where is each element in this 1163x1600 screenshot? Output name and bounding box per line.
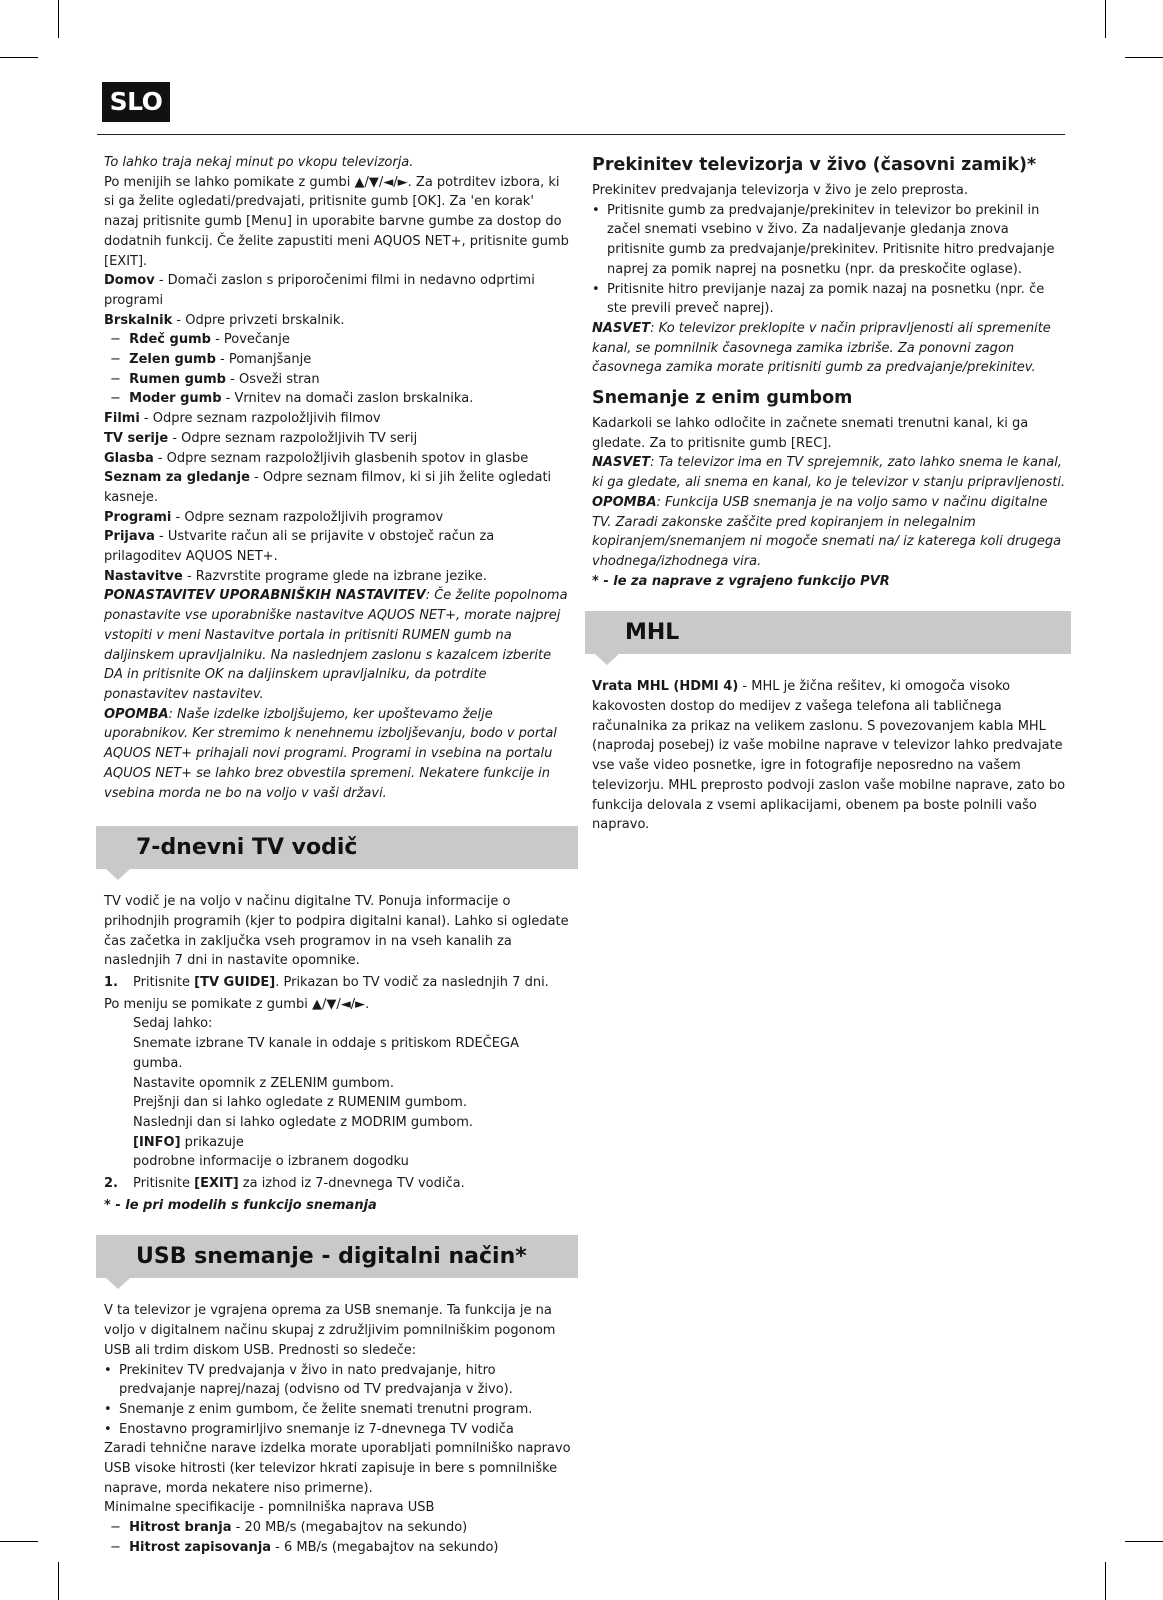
item-term: Moder gumb <box>129 391 222 407</box>
crop-mark <box>1125 1541 1163 1542</box>
bullet-text: Enostavno programirljivo snemanje iz 7-dnevnega TV vodiča <box>119 1421 514 1437</box>
guide-nav: Po meniju se pomikate z gumbi ▲/▼/◄/►. <box>104 996 370 1012</box>
section-header-usb-recording <box>96 1235 578 1278</box>
spec-term: Hitrost branja <box>129 1520 232 1536</box>
menu-item-description <box>104 449 572 469</box>
item-text: - Odpre seznam razpoložljivih glasbenih spotov in glasbe <box>153 450 529 466</box>
bullet-text: Prekinitev TV predvajanja v živo in nato predvajanje, hitro predvajanje naprej/nazaj (odvisno od TV predvajanja v živo). <box>119 1362 513 1398</box>
item-term: Domov <box>104 273 155 289</box>
usb-benefits-list <box>104 1361 572 1440</box>
onetouch-note <box>592 493 1068 572</box>
tip-text: : Ko televizor preklopite v način pripravljenosti ali spremenite kanal, se pomnilnik časovnega zamika izbriše. Za ponovni zagon časovnega zamika morate pritisniti gumb za predvajanje/prekinitev. <box>592 320 1051 376</box>
step-text: za izhod iz 7-dnevnega TV vodiča. <box>238 1176 465 1192</box>
guide-step-1 <box>104 973 572 993</box>
item-term: Seznam za gledanje <box>104 470 250 486</box>
item-text: - Razvrstite programe glede na izbrane jezike. <box>182 568 487 584</box>
mhl-lead: Vrata MHL (HDMI 4) <box>592 679 739 695</box>
tip-label: NASVET <box>592 455 651 471</box>
step-number: 2. <box>104 1176 118 1192</box>
menu-item-description <box>104 271 572 310</box>
bullet-text: Snemanje z enim gumbom, če želite snemati trenutni program. <box>119 1401 533 1417</box>
tip-label: NASVET <box>592 320 651 336</box>
item-text: - Domači zaslon s priporočenimi filmi in nedavno odprtimi programi <box>104 273 535 308</box>
bullet-text: Pritisnite gumb za predvajanje/prekinitev in televizor bo prekinil in začel snemati vsebino v živo. Za nadaljevanje gledanja znova pritisnite gumb za predvajanje/prekinitev. Pritisnite hitro predvajanje naprej za pomik naprej na posnetku (npr. da preskočite oglase). <box>607 202 1055 277</box>
onetouch-intro: Kadarkoli se lahko odločite in začnete snemati trenutni kanal, ki ga gledate. Za to pritisnite gumb [REC]. <box>592 416 1029 451</box>
bullet-marker: • <box>592 202 600 218</box>
usb-spec-list <box>104 1518 572 1557</box>
right-column <box>592 153 1068 835</box>
menu-item-description <box>104 586 572 704</box>
bullet-item <box>104 1361 572 1400</box>
info-text: prikazuje <box>180 1134 244 1150</box>
aquos-net-intro <box>104 153 572 803</box>
item-term: Brskalnik <box>104 312 173 328</box>
bullet-item <box>592 280 1068 319</box>
item-text: - Odpre seznam razpoložljivih TV serij <box>168 430 418 446</box>
crop-mark <box>0 1541 38 1542</box>
guide-option: Snemate izbrane TV kanale in oddaje s pritiskom RDEČEGA gumba. <box>133 1036 519 1071</box>
section-title: 7-dnevni TV vodič <box>136 835 358 861</box>
item-text: - Povečanje <box>210 332 290 348</box>
spec-item <box>104 1518 572 1538</box>
menu-item-description <box>104 527 572 566</box>
browser-key-item <box>104 350 572 370</box>
crop-mark <box>1105 0 1106 38</box>
menu-item-description <box>104 311 572 331</box>
browser-key-item <box>104 330 572 350</box>
guide-option: Prejšnji dan si lahko ogledate z RUMENIM gumbom. <box>133 1095 467 1111</box>
item-text: : Če želite popolnoma ponastavite vse uporabniške nastavitve AQUOS NET+, morate najprej vstopiti v meni Nastavitve portala in pritisniti RUMEN gumb na daljinskem upravljalniku. Na naslednjem zaslonu s kazalcem izberite DA in pritisnite OK na daljinskem upravljalniku, da potrdite ponastavitev nastavitev. <box>104 588 568 702</box>
item-text: - Odpre privzeti brskalnik. <box>172 312 345 328</box>
section-header-tv-guide <box>96 826 578 869</box>
item-text: - Odpre seznam filmov, ki si jih želite ogledati kasneje. <box>104 470 552 505</box>
item-text: - Odpre seznam razpoložljivih filmov <box>139 411 381 427</box>
guide-option: Nastavite opomnik z ZELENIM gumbom. <box>133 1075 394 1091</box>
item-text: - Vrnitev na domači zaslon brskalnika. <box>221 391 474 407</box>
section-title: MHL <box>625 620 680 646</box>
left-column <box>104 153 572 1558</box>
spec-text: - 6 MB/s (megabajtov na sekundo) <box>271 1539 499 1555</box>
crop-mark <box>0 57 38 58</box>
menu-item-description <box>104 429 572 449</box>
browser-key-item <box>104 370 572 390</box>
section-header-mhl <box>585 611 1071 654</box>
bullet-marker: • <box>104 1421 112 1437</box>
onetouch-footnote: * - le za naprave z vgrajeno funkcijo PVR <box>592 573 890 589</box>
step-number: 1. <box>104 975 118 991</box>
item-term: Rdeč gumb <box>129 332 211 348</box>
bullet-marker: • <box>104 1401 112 1417</box>
guide-option: Sedaj lahko: <box>133 1016 213 1032</box>
item-text: - Odpre seznam razpoložljivih programov <box>171 509 444 525</box>
guide-info <box>104 1133 572 1153</box>
guide-options <box>104 1014 572 1132</box>
bullet-text: Pritisnite hitro previjanje nazaj za pomik nazaj na posnetku (npr. če ste previli preveč naprej). <box>607 281 1045 317</box>
crop-mark <box>1105 1562 1106 1600</box>
menu-item-description <box>104 468 572 507</box>
note-label: OPOMBA <box>592 494 657 510</box>
crop-mark <box>58 0 59 38</box>
item-term: Prijava <box>104 529 155 545</box>
step-text: Pritisnite <box>133 1176 195 1192</box>
item-term: TV serije <box>104 430 169 446</box>
menu-item-description <box>104 567 572 587</box>
bullet-item <box>104 1400 572 1420</box>
timeshift-intro: Prekinitev predvajanja televizorja v živo je zelo preprosta. <box>592 183 969 198</box>
mhl-body: - MHL je žična rešitev, ki omogoča visoko kakovosten dostop do medijev z vašega telefona ali tabličnega računalnika za prikaz na velikem zaslonu. S povezovanjem kabla MHL (naprodaj posebej) iz vaše mobilne naprave v televizor lahko predvajate vse vaše video posnetke, igre in fotografije neposredno na vašem televizorju. MHL preprosto podvoji zaslon vaše mobilne naprave, zato bo funkcija delovala z vsemi aplikacijami, obenem pa boste polnili vašo napravo. <box>592 679 1066 833</box>
usb-spec-title: Minimalne specifikacije - pomnilniška naprava USB <box>104 1500 435 1516</box>
usb-intro: V ta televizor je vgrajena oprema za USB snemanje. Ta funkcija je na voljo v digitalnem načinu skupaj z združljivim pomnilniškim pogonom USB ali trdim diskom USB. Prednosti so sledeče: <box>104 1303 556 1358</box>
guide-option: Naslednji dan si lahko ogledate z MODRIM gumbom. <box>133 1114 474 1130</box>
bullet-marker: • <box>104 1362 112 1378</box>
item-text: - Osveži stran <box>226 371 320 387</box>
section-title: USB snemanje - digitalni način* <box>136 1244 527 1270</box>
browser-key-item <box>104 389 572 409</box>
step-text: Pritisnite <box>133 975 195 991</box>
usb-note: Zaradi tehnične narave izdelka morate uporabljati pomnilniško napravo USB visoke hitrosti (ker televizor hkrati zapisuje in bere s pomnilniške naprave, morda nekatere niso primerne). <box>104 1441 571 1496</box>
item-term: Glasba <box>104 450 154 466</box>
step-key: [EXIT] <box>194 1176 239 1192</box>
info-key: [INFO] <box>133 1134 181 1150</box>
bullet-item <box>104 1420 572 1440</box>
item-term: Nastavitve <box>104 568 183 584</box>
item-term: Programi <box>104 509 172 525</box>
item-text: - Ustvarite račun ali se prijavite v obstoječ račun za prilagoditev AQUOS NET+. <box>104 529 495 565</box>
menu-item-description <box>104 508 572 528</box>
crop-mark <box>58 1562 59 1600</box>
guide-step-2 <box>104 1174 572 1194</box>
crop-mark <box>1125 57 1163 58</box>
language-badge: SLO <box>102 82 170 122</box>
item-term: Rumen gumb <box>129 371 226 387</box>
item-term: Filmi <box>104 411 140 427</box>
timeshift-tip <box>592 319 1068 378</box>
header-rule <box>97 134 1065 135</box>
onetouch-title: Snemanje z enim gumbom <box>592 388 853 409</box>
intro-line: To lahko traja nekaj minut po vkopu televizorja. <box>104 155 414 170</box>
spec-text: - 20 MB/s (megabajtov na sekundo) <box>231 1520 468 1536</box>
step-key: [TV GUIDE] <box>194 975 276 991</box>
bullet-marker: • <box>592 281 600 297</box>
item-term: Zelen gumb <box>129 352 216 368</box>
mhl-text <box>592 677 1068 835</box>
guide-intro: TV vodič je na voljo v načinu digitalne TV. Ponuja informacije o prihodnjih programih (kjer to podpira digitalni kanal). Lahko si ogledate čas začetka in zaključka vseh programov in na vseh kanalih za naslednjih 7 dni in nastavite opomnike. <box>104 894 569 969</box>
onetouch-tip <box>592 453 1068 492</box>
item-term: OPOMBA <box>104 706 169 722</box>
item-text: : Naše izdelke izboljšujemo, ker upoštevamo želje uporabnikov. Ker stremimo k nenehnemu izboljševanju, bodo v portal AQUOS NET+ prihajali novi programi. Programi in vsebina na portalu AQUOS NET+ se lahko brez obvestila spremeni. Nekatere funkcije in vsebina morda ne bo na voljo v vaši državi. <box>104 706 557 801</box>
spec-item <box>104 1538 572 1558</box>
intro-paragraph: Po menijih se lahko pomikate z gumbi ▲/▼/◄/►. Za potrditev izbora, ki si ga želite ogledati/predvajati, pritisnite gumb [OK]. Za 'en korak' nazaj pritisnite gumb [Menu] in uporabite barvne gumbe za dostop do dodatnih funkcij. Če želite zapustiti meni AQUOS NET+, pritisnite gumb [EXIT]. <box>104 174 569 269</box>
timeshift-list <box>592 201 1068 319</box>
step-text: . Prikazan bo TV vodič za naslednjih 7 dni. <box>275 975 549 991</box>
bullet-item <box>592 201 1068 280</box>
timeshift-title: Prekinitev televizorja v živo (časovni zamik)* <box>592 155 1037 175</box>
note-text: : Funkcija USB snemanja je na voljo samo v načinu digitalne TV. Zaradi zakonske zaščite pred kopiranjem in nelegalnim kopiranjem/snemanjem ni mogoče snemati na/ iz katerega koli drugega vhodnega/izhodnega vira. <box>592 494 1062 569</box>
menu-item-description <box>104 409 572 429</box>
guide-footnote: * - le pri modelih s funkcijo snemanja <box>104 1197 377 1213</box>
tip-text: : Ta televizor ima en TV sprejemnik, zato lahko snema le kanal, ki ga gledate, ali snema en kanal, ko je televizor v stanju pripravljenosti. <box>592 455 1066 491</box>
item-text: - Pomanjšanje <box>215 352 312 368</box>
menu-item-description <box>104 705 572 804</box>
spec-term: Hitrost zapisovanja <box>129 1539 272 1555</box>
guide-info-line2: podrobne informacije o izbranem dogodku <box>133 1154 409 1170</box>
item-term: PONASTAVITEV UPORABNIŠKIH NASTAVITEV <box>104 588 426 604</box>
